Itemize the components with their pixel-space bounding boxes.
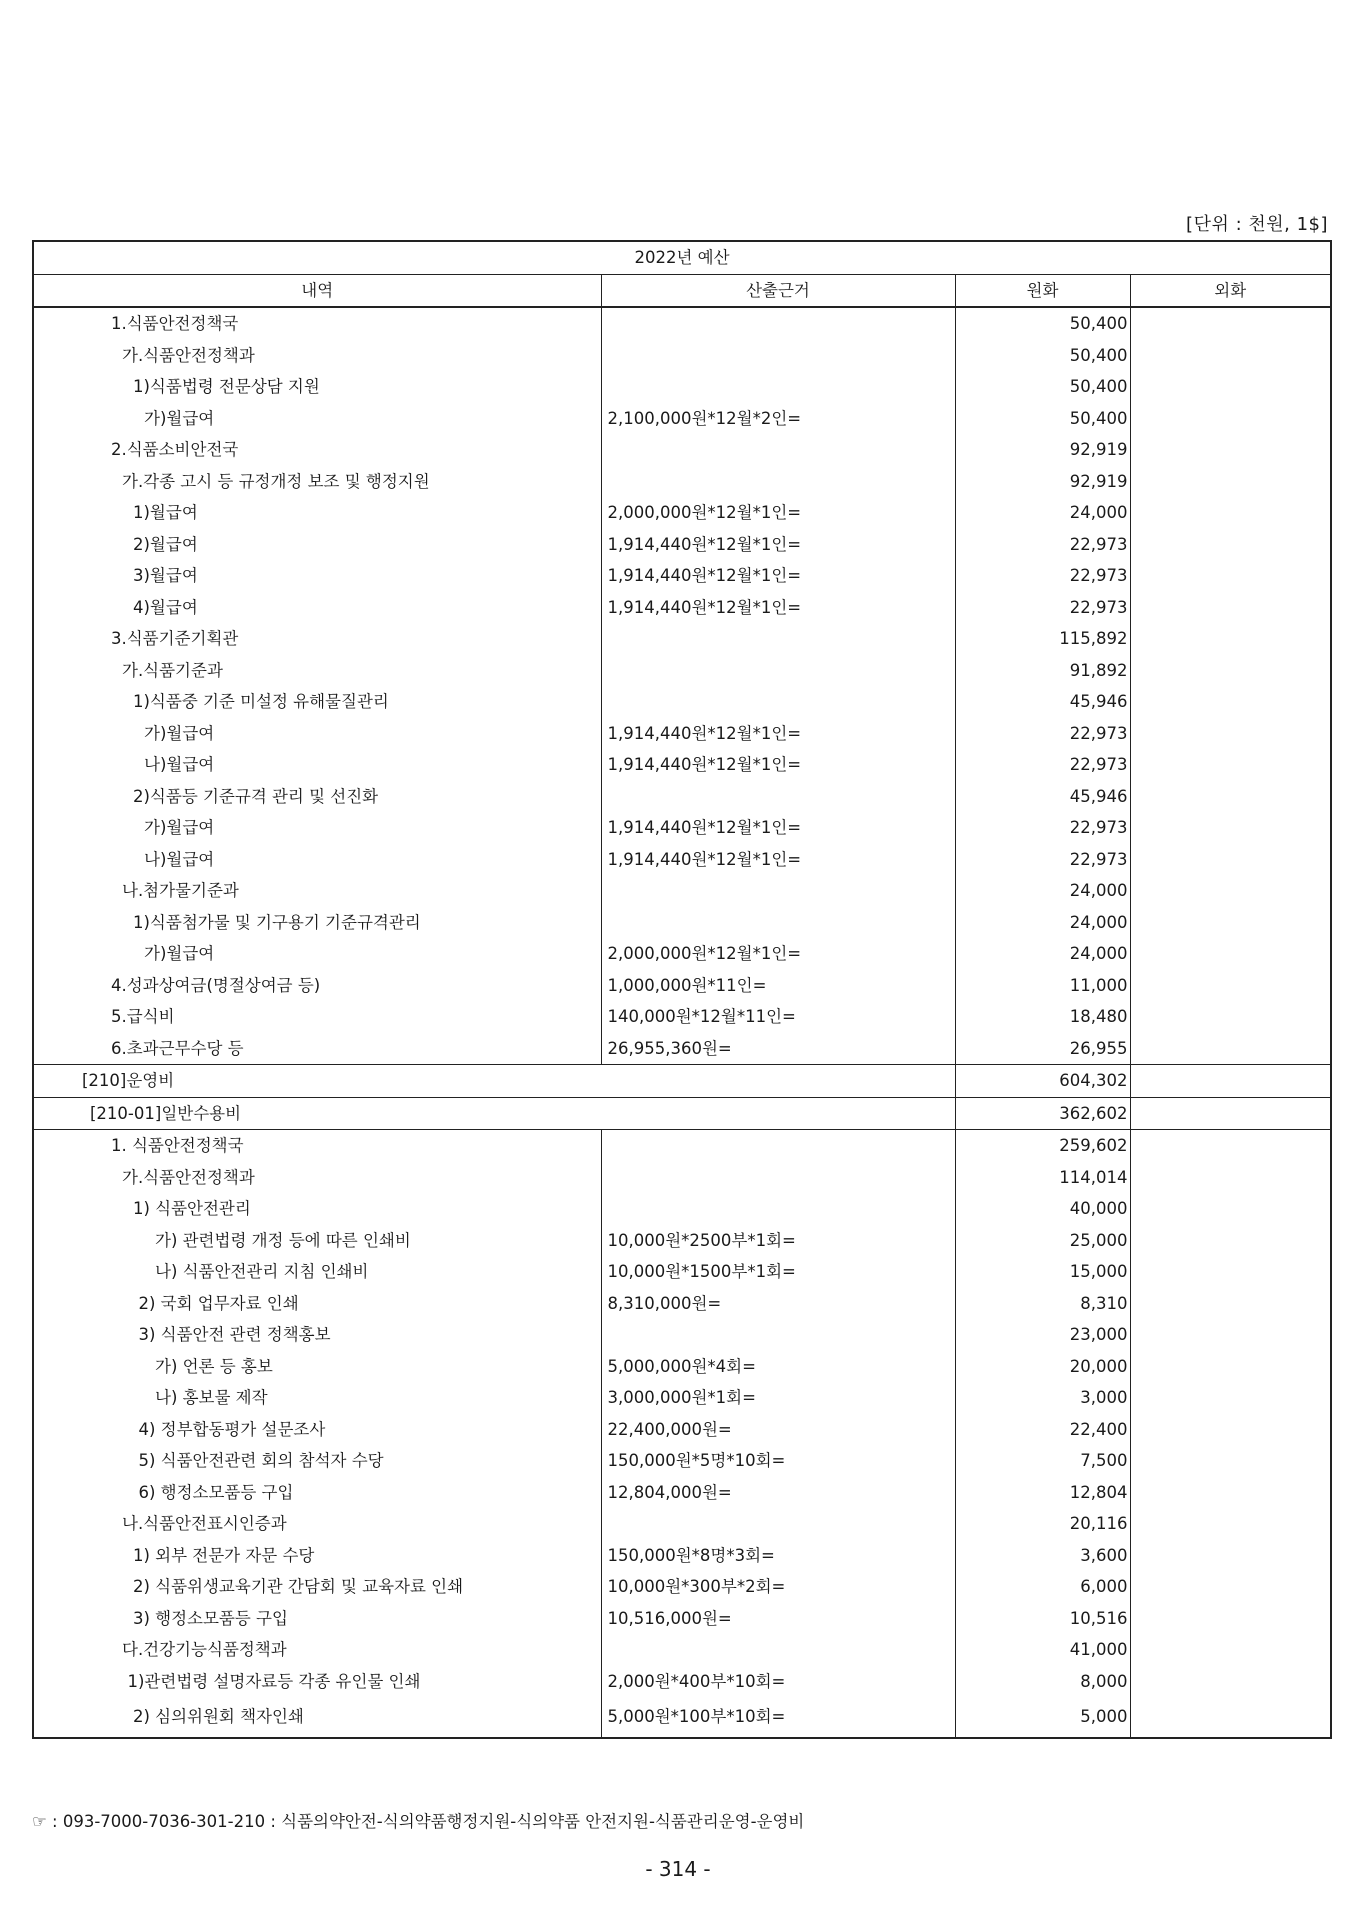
cell-won: 22,973 [955, 529, 1130, 561]
cell-item: 가)월급여 [33, 718, 601, 750]
cell-won: 22,973 [955, 592, 1130, 624]
cell-fx [1130, 466, 1331, 498]
column-header-item: 내역 [33, 274, 601, 307]
cell-won: 8,310 [955, 1288, 1130, 1320]
cell-fx [1130, 1445, 1331, 1477]
table-row [33, 623, 1331, 655]
cell-basis: 10,000원*2500부*1회= [601, 1225, 955, 1257]
cell-won: 5,000 [955, 1697, 1130, 1738]
cell-item: 나) 식품안전관리 지침 인쇄비 [33, 1256, 601, 1288]
table-title-row [33, 241, 1331, 274]
cell-fx [1130, 497, 1331, 529]
cell-fx [1130, 1540, 1331, 1572]
cell-item: 1)월급여 [33, 497, 601, 529]
table-row [33, 340, 1331, 372]
cell-item: 1)식품첨가물 및 기구용기 기준규격관리 [33, 907, 601, 939]
cell-item: 가)월급여 [33, 938, 601, 970]
cell-basis: 1,914,440원*12월*1인= [601, 718, 955, 750]
cell-basis [601, 307, 955, 340]
column-header-basis: 산출근거 [601, 274, 955, 307]
cell-basis: 22,400,000원= [601, 1414, 955, 1446]
cell-fx [1130, 592, 1331, 624]
cell-basis: 3,000,000원*1회= [601, 1382, 955, 1414]
cell-basis: 1,000,000원*11인= [601, 970, 955, 1002]
cell-item: 가) 언론 등 홍보 [33, 1351, 601, 1383]
cell-won: 362,602 [955, 1097, 1130, 1130]
table-row [33, 560, 1331, 592]
table-row [33, 749, 1331, 781]
table-row [33, 1508, 1331, 1540]
cell-item: 가.각종 고시 등 규정개정 보조 및 행정지원 [33, 466, 601, 498]
table-row [33, 1225, 1331, 1257]
cell-won: 92,919 [955, 466, 1130, 498]
cell-won: 91,892 [955, 655, 1130, 687]
cell-fx [1130, 1603, 1331, 1635]
cell-won: 23,000 [955, 1319, 1130, 1351]
column-header-fx: 외화 [1130, 274, 1331, 307]
cell-fx [1130, 1097, 1331, 1130]
table-row [33, 1033, 1331, 1065]
cell-item: [210-01]일반수용비 [33, 1097, 955, 1130]
cell-basis: 5,000원*100부*10회= [601, 1697, 955, 1738]
cell-item: 6) 행정소모품등 구입 [33, 1477, 601, 1509]
cell-fx [1130, 781, 1331, 813]
cell-won: 6,000 [955, 1571, 1130, 1603]
cell-fx [1130, 749, 1331, 781]
cell-basis [601, 907, 955, 939]
cell-fx [1130, 560, 1331, 592]
cell-basis: 1,914,440원*12월*1인= [601, 812, 955, 844]
table-row [33, 466, 1331, 498]
budget-table-body [33, 241, 1331, 1738]
cell-fx [1130, 1477, 1331, 1509]
cell-fx [1130, 812, 1331, 844]
cell-won: 45,946 [955, 686, 1130, 718]
column-header-won: 원화 [955, 274, 1130, 307]
cell-fx [1130, 371, 1331, 403]
table-row [33, 1193, 1331, 1225]
cell-basis: 2,000원*400부*10회= [601, 1666, 955, 1698]
cell-item: 1.식품안전정책국 [33, 307, 601, 340]
cell-item: 4.성과상여금(명절상여금 등) [33, 970, 601, 1002]
cell-item: 나) 홍보물 제작 [33, 1382, 601, 1414]
cell-item: 1) 식품안전관리 [33, 1193, 601, 1225]
table-row [33, 1571, 1331, 1603]
table-row [33, 592, 1331, 624]
cell-item: 가) 관련법령 개정 등에 따른 인쇄비 [33, 1225, 601, 1257]
cell-basis: 150,000원*5명*10회= [601, 1445, 955, 1477]
cell-basis: 1,914,440원*12월*1인= [601, 844, 955, 876]
cell-won: 15,000 [955, 1256, 1130, 1288]
cell-basis: 2,000,000원*12월*1인= [601, 497, 955, 529]
table-row [33, 1065, 1331, 1098]
table-row [33, 686, 1331, 718]
cell-item: 3) 식품안전 관련 정책홍보 [33, 1319, 601, 1351]
cell-basis [601, 1130, 955, 1162]
cell-fx [1130, 1666, 1331, 1698]
table-row [33, 1162, 1331, 1194]
cell-fx [1130, 307, 1331, 340]
cell-item: 1. 식품안전정책국 [33, 1130, 601, 1162]
cell-won: 22,973 [955, 560, 1130, 592]
cell-item: 1)식품중 기준 미설정 유해물질관리 [33, 686, 601, 718]
cell-basis [601, 466, 955, 498]
table-row [33, 1477, 1331, 1509]
cell-fx [1130, 1193, 1331, 1225]
cell-item: 가.식품기준과 [33, 655, 601, 687]
cell-item: 나)월급여 [33, 749, 601, 781]
cell-fx [1130, 1697, 1331, 1738]
cell-won: 604,302 [955, 1065, 1130, 1098]
cell-basis: 1,914,440원*12월*1인= [601, 560, 955, 592]
cell-won: 92,919 [955, 434, 1130, 466]
cell-won: 20,000 [955, 1351, 1130, 1383]
cell-won: 24,000 [955, 497, 1130, 529]
table-row [33, 497, 1331, 529]
table-row [33, 1540, 1331, 1572]
cell-won: 50,400 [955, 403, 1130, 435]
cell-fx [1130, 1225, 1331, 1257]
cell-won: 114,014 [955, 1162, 1130, 1194]
cell-fx [1130, 875, 1331, 907]
table-row [33, 1382, 1331, 1414]
cell-fx [1130, 1065, 1331, 1098]
cell-basis: 26,955,360원= [601, 1033, 955, 1065]
cell-fx [1130, 1571, 1331, 1603]
cell-fx [1130, 907, 1331, 939]
cell-fx [1130, 1319, 1331, 1351]
cell-fx [1130, 434, 1331, 466]
cell-fx [1130, 1382, 1331, 1414]
table-row [33, 307, 1331, 340]
cell-fx [1130, 623, 1331, 655]
cell-fx [1130, 1033, 1331, 1065]
cell-won: 24,000 [955, 907, 1130, 939]
table-row [33, 1445, 1331, 1477]
cell-basis: 1,914,440원*12월*1인= [601, 592, 955, 624]
cell-basis: 12,804,000원= [601, 1477, 955, 1509]
cell-won: 25,000 [955, 1225, 1130, 1257]
cell-basis: 10,516,000원= [601, 1603, 955, 1635]
table-row [33, 1697, 1331, 1738]
table-row [33, 403, 1331, 435]
table-row [33, 718, 1331, 750]
cell-item: 가)월급여 [33, 812, 601, 844]
cell-fx [1130, 1508, 1331, 1540]
column-header-row [33, 274, 1331, 307]
table-row [33, 371, 1331, 403]
cell-fx [1130, 655, 1331, 687]
cell-item: 4)월급여 [33, 592, 601, 624]
cell-basis [601, 686, 955, 718]
cell-item: 3.식품기준기획관 [33, 623, 601, 655]
cell-basis: 150,000원*8명*3회= [601, 1540, 955, 1572]
cell-item: 3) 행정소모품등 구입 [33, 1603, 601, 1635]
cell-won: 7,500 [955, 1445, 1130, 1477]
table-row [33, 1001, 1331, 1033]
table-row [33, 875, 1331, 907]
cell-basis: 5,000,000원*4회= [601, 1351, 955, 1383]
table-row [33, 938, 1331, 970]
cell-won: 115,892 [955, 623, 1130, 655]
cell-fx [1130, 340, 1331, 372]
cell-won: 26,955 [955, 1033, 1130, 1065]
cell-fx [1130, 1288, 1331, 1320]
cell-item: 가.식품안전정책과 [33, 340, 601, 372]
cell-fx [1130, 1130, 1331, 1162]
cell-basis: 8,310,000원= [601, 1288, 955, 1320]
cell-item: 가)월급여 [33, 403, 601, 435]
cell-won: 11,000 [955, 970, 1130, 1002]
table-row [33, 1414, 1331, 1446]
table-row [33, 1130, 1331, 1162]
table-title: 2022년 예산 [33, 241, 1331, 274]
cell-basis [601, 781, 955, 813]
cell-item: 2)월급여 [33, 529, 601, 561]
table-row [33, 907, 1331, 939]
cell-fx [1130, 1351, 1331, 1383]
cell-won: 3,600 [955, 1540, 1130, 1572]
cell-won: 22,973 [955, 844, 1130, 876]
cell-basis: 2,100,000원*12월*2인= [601, 403, 955, 435]
cell-item: 6.초과근무수당 등 [33, 1033, 601, 1065]
unit-label: [단위 : 천원, 1$] [1186, 214, 1328, 235]
cell-won: 20,116 [955, 1508, 1130, 1540]
table-row [33, 1634, 1331, 1666]
table-row [33, 1097, 1331, 1130]
table-row [33, 1666, 1331, 1698]
cell-basis: 1,914,440원*12월*1인= [601, 529, 955, 561]
cell-won: 259,602 [955, 1130, 1130, 1162]
cell-item: 2) 심의위원회 책자인쇄 [33, 1697, 601, 1738]
cell-basis [601, 340, 955, 372]
budget-table [32, 240, 1332, 1739]
cell-won: 22,973 [955, 812, 1130, 844]
cell-item: 2.식품소비안전국 [33, 434, 601, 466]
cell-won: 50,400 [955, 307, 1130, 340]
cell-fx [1130, 844, 1331, 876]
cell-fx [1130, 529, 1331, 561]
cell-basis: 1,914,440원*12월*1인= [601, 749, 955, 781]
cell-fx [1130, 970, 1331, 1002]
table-row [33, 1351, 1331, 1383]
cell-item: 2) 국회 업무자료 인쇄 [33, 1288, 601, 1320]
cell-item: 2)식품등 기준규격 관리 및 선진화 [33, 781, 601, 813]
cell-fx [1130, 686, 1331, 718]
cell-item: 2) 식품위생교육기관 간담회 및 교육자료 인쇄 [33, 1571, 601, 1603]
cell-basis: 10,000원*1500부*1회= [601, 1256, 955, 1288]
cell-item: 가.식품안전정책과 [33, 1162, 601, 1194]
cell-won: 12,804 [955, 1477, 1130, 1509]
cell-won: 3,000 [955, 1382, 1130, 1414]
cell-won: 22,973 [955, 749, 1130, 781]
cell-won: 50,400 [955, 371, 1130, 403]
cell-item: 나.식품안전표시인증과 [33, 1508, 601, 1540]
cell-item: 나)월급여 [33, 844, 601, 876]
cell-fx [1130, 718, 1331, 750]
cell-won: 22,400 [955, 1414, 1130, 1446]
cell-won: 41,000 [955, 1634, 1130, 1666]
cell-basis [601, 1193, 955, 1225]
table-row [33, 655, 1331, 687]
cell-basis [601, 371, 955, 403]
cell-won: 18,480 [955, 1001, 1130, 1033]
cell-basis [601, 655, 955, 687]
cell-won: 8,000 [955, 1666, 1130, 1698]
cell-item: 1)식품법령 전문상담 지원 [33, 371, 601, 403]
cell-basis [601, 875, 955, 907]
cell-fx [1130, 1001, 1331, 1033]
cell-item: 1) 외부 전문가 자문 수당 [33, 1540, 601, 1572]
table-row [33, 434, 1331, 466]
cell-fx [1130, 1162, 1331, 1194]
cell-fx [1130, 403, 1331, 435]
cell-basis: 10,000원*300부*2회= [601, 1571, 955, 1603]
table-row [33, 1256, 1331, 1288]
table-row [33, 970, 1331, 1002]
cell-won: 40,000 [955, 1193, 1130, 1225]
cell-item: [210]운영비 [33, 1065, 955, 1098]
table-row [33, 1288, 1331, 1320]
cell-basis [601, 1634, 955, 1666]
cell-item: 4) 정부합동평가 설문조사 [33, 1414, 601, 1446]
cell-basis: 140,000원*12월*11인= [601, 1001, 955, 1033]
cell-basis: 2,000,000원*12월*1인= [601, 938, 955, 970]
cell-basis [601, 623, 955, 655]
cell-item: 5) 식품안전관련 회의 참석자 수당 [33, 1445, 601, 1477]
cell-won: 45,946 [955, 781, 1130, 813]
cell-item: 다.건강기능식품정책과 [33, 1634, 601, 1666]
cell-fx [1130, 1634, 1331, 1666]
cell-item: 1)관련법령 설명자료등 각종 유인물 인쇄 [33, 1666, 601, 1698]
cell-won: 24,000 [955, 938, 1130, 970]
table-row [33, 1603, 1331, 1635]
page-number: - 314 - [645, 1857, 711, 1881]
cell-item: 나.첨가물기준과 [33, 875, 601, 907]
cell-item: 5.급식비 [33, 1001, 601, 1033]
table-row [33, 1319, 1331, 1351]
cell-won: 10,516 [955, 1603, 1130, 1635]
cell-fx [1130, 938, 1331, 970]
cell-basis [601, 1162, 955, 1194]
table-row [33, 844, 1331, 876]
table-row [33, 529, 1331, 561]
cell-won: 50,400 [955, 340, 1130, 372]
table-row [33, 812, 1331, 844]
cell-basis [601, 1319, 955, 1351]
table-row [33, 781, 1331, 813]
cell-basis [601, 1508, 955, 1540]
cell-basis [601, 434, 955, 466]
cell-item: 3)월급여 [33, 560, 601, 592]
cell-fx [1130, 1256, 1331, 1288]
cell-won: 22,973 [955, 718, 1130, 750]
cell-won: 24,000 [955, 875, 1130, 907]
account-code-note: ☞ : 093-7000-7036-301-210 : 식품의약안전-식의약품행정지원-식의약품 안전지원-식품관리운영-운영비 [32, 1812, 805, 1831]
cell-fx [1130, 1414, 1331, 1446]
